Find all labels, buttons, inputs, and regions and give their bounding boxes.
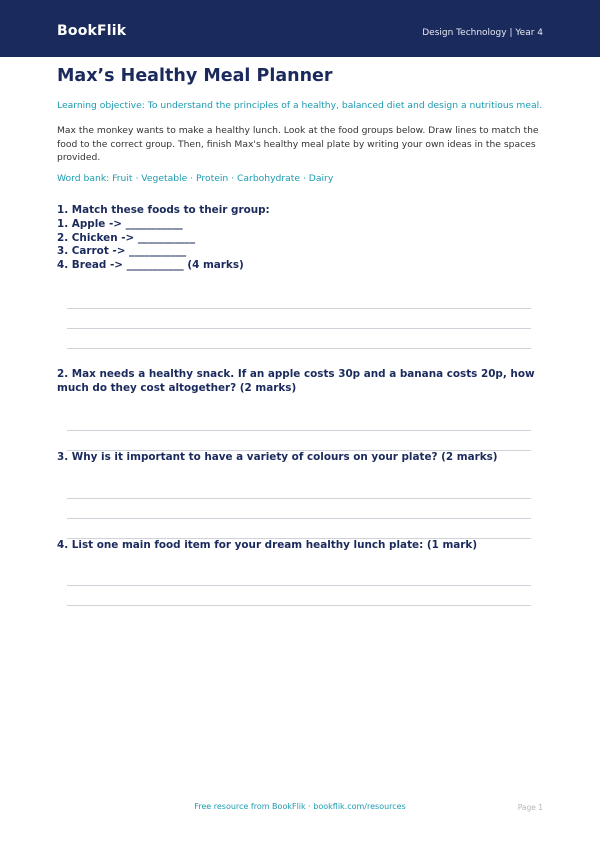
question-1-heading: 1. Match these foods to their group: <box>57 204 270 216</box>
footer-credit[interactable]: Free resource from BookFlik · bookflik.com/resources <box>194 802 406 811</box>
answer-line[interactable] <box>67 348 531 349</box>
question-1-line: 3. Carrot -> ___________ <box>57 245 187 258</box>
answer-line[interactable] <box>67 308 531 309</box>
answer-line[interactable] <box>67 605 531 606</box>
question-1-line: 1. Apple -> ___________ <box>57 217 183 230</box>
question-2: 2. Max needs a healthy snack. If an apple costs 30p and a banana costs 20p, how much do they cost altogether? (2 marks) <box>57 368 535 394</box>
page-number: Page 1 <box>517 803 543 812</box>
answer-line[interactable] <box>67 328 531 329</box>
answer-line[interactable] <box>67 430 531 431</box>
intro-text: Max the monkey wants to make a healthy lunch. Look at the food groups below. Draw lines to match the food to the correct group. Then, finish Max's healthy meal plate by writing your own ideas in the spaces provided. <box>57 125 539 163</box>
question-3: 3. Why is it important to have a variety of colours on your plate? (2 marks) <box>57 451 498 463</box>
answer-line[interactable] <box>67 498 531 499</box>
question-4: 4. List one main food item for your dream healthy lunch plate: (1 mark) <box>57 539 478 551</box>
answer-line[interactable] <box>67 585 531 586</box>
learning-objective: Learning objective: To understand the principles of a healthy, balanced diet and design a nutritious meal. <box>57 100 543 111</box>
question-1-line: 4. Bread -> ___________ (4 marks) <box>57 259 244 272</box>
word-bank: Word bank: Fruit · Vegetable · Protein · Carbohydrate · Dairy <box>57 173 334 184</box>
question-1 <box>57 204 270 273</box>
question-1-line: 2. Chicken -> ___________ <box>57 231 196 244</box>
subject-label: Design Technology | Year 4 <box>422 28 543 38</box>
page-header <box>0 0 600 57</box>
answer-line[interactable] <box>67 518 531 519</box>
page-title: Max’s Healthy Meal Planner <box>57 66 333 86</box>
brand-logo: BookFlik <box>57 23 127 39</box>
